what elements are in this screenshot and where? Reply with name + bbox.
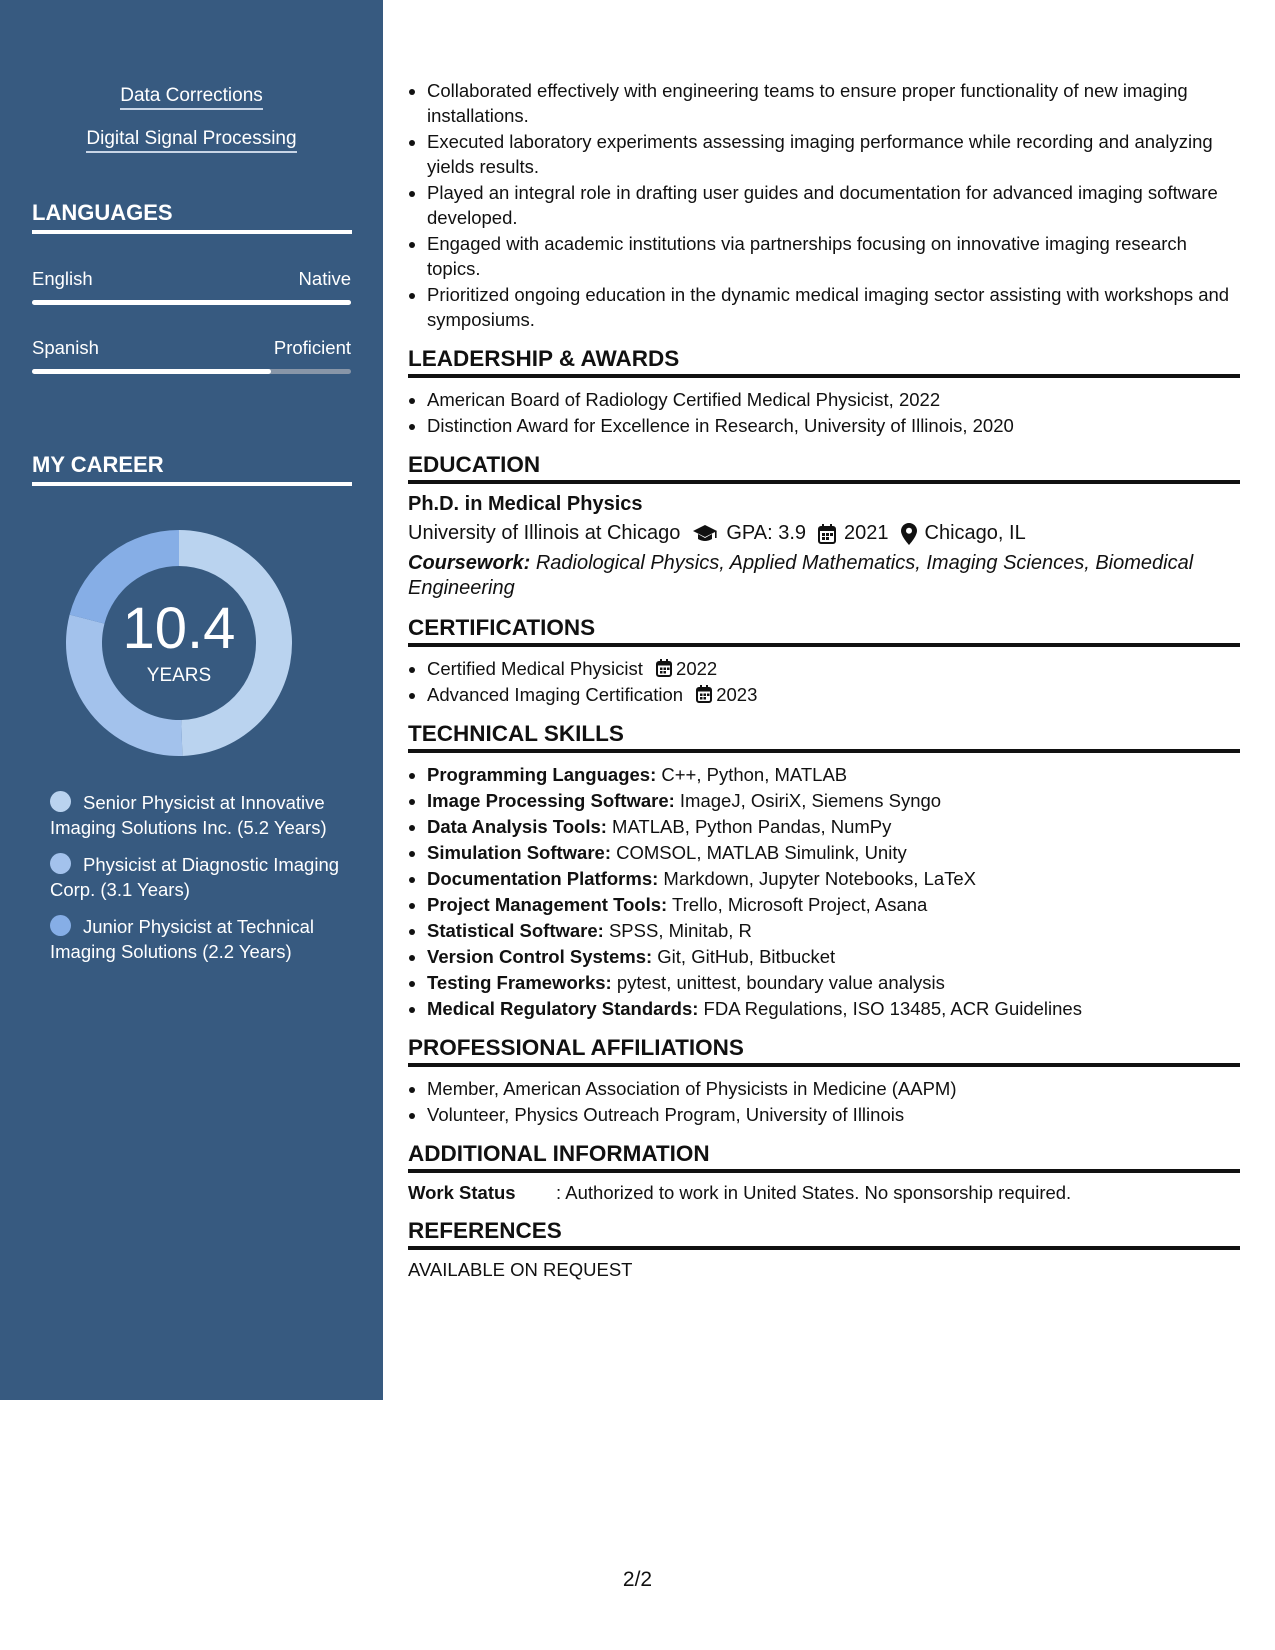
career-legend (50, 790, 340, 976)
skill-values: COMSOL, MATLAB Simulink, Unity (616, 842, 907, 863)
skill-category: Project Management Tools: (427, 894, 668, 915)
certifications-section-title: CERTIFICATIONS (408, 615, 1240, 647)
career-legend-label: Junior Physicist at Technical Imaging Solutions (2.2 Years) (50, 916, 315, 962)
experience-bullet: • Prioritized ongoing education in the dynamic medical imaging sector assisting with workshops and symposiums. (427, 282, 1240, 332)
language-level: Proficient (273, 337, 351, 358)
technical-skills-section-title: TECHNICAL SKILLS (408, 721, 1240, 753)
career-total-unit: YEARS (146, 665, 212, 686)
career-legend-item (50, 914, 340, 964)
leadership-section-title: LEADERSHIP & AWARDS (408, 346, 1240, 378)
work-status-row (408, 1182, 1240, 1204)
education-section-title: EDUCATION (408, 452, 1240, 484)
technical-skills-list (408, 762, 1240, 1021)
skill-category: Image Processing Software: (427, 790, 675, 811)
language-bar (32, 369, 351, 374)
skill-category: Statistical Software: (427, 920, 604, 941)
skill-tag: Data Corrections (120, 85, 263, 110)
certification-item (427, 656, 1240, 681)
skill-values: MATLAB, Python Pandas, NumPy (612, 816, 892, 837)
technical-skill-item (427, 788, 1240, 813)
skill-category: Testing Frameworks: (427, 972, 612, 993)
coursework-list: Radiological Physics, Applied Mathematics, Imaging Sciences, Biomedical Engineering (408, 552, 1194, 599)
languages-heading: LANGUAGES (32, 200, 352, 234)
references-text: AVAILABLE ON REQUEST (408, 1259, 633, 1280)
career-legend-item (50, 790, 340, 840)
education-details (408, 522, 1240, 545)
gpa: GPA: 3.9 (726, 522, 807, 544)
skill-tag: Digital Signal Processing (86, 128, 296, 153)
calendar-icon (818, 524, 836, 544)
skill-values: pytest, unittest, boundary value analysis (616, 972, 945, 993)
skill-category: Data Analysis Tools: (427, 816, 607, 837)
technical-skill-item (427, 840, 1240, 865)
skill-category: Documentation Platforms: (427, 868, 659, 889)
technical-skill-item (427, 944, 1240, 969)
calendar-icon (696, 685, 712, 703)
school-location: Chicago, IL (924, 522, 1026, 544)
skills-list (0, 85, 383, 171)
coursework (408, 551, 1240, 601)
affiliations-section-title: PROFESSIONAL AFFILIATIONS (408, 1035, 1240, 1067)
skill-category: Programming Languages: (427, 764, 657, 785)
language-name: English (32, 268, 93, 289)
affiliations-list (408, 1076, 1240, 1127)
language-bar-fill (32, 300, 351, 305)
technical-skill-item (427, 918, 1240, 943)
language-level: Native (298, 268, 351, 289)
career-heading: MY CAREER (32, 452, 352, 486)
skill-values: C++, Python, MATLAB (661, 764, 848, 785)
skill-values: Git, GitHub, Bitbucket (657, 946, 836, 967)
technical-skill-item (427, 814, 1240, 839)
career-legend-label: Physicist at Diagnostic Imaging Corp. (3.1 Years) (50, 854, 340, 900)
career-legend-label: Senior Physicist at Innovative Imaging Solutions Inc. (5.2 Years) (50, 792, 327, 838)
affiliation-item: • Member, American Association of Physicists in Medicine (AAPM) (427, 1076, 1240, 1101)
skill-values: SPSS, Minitab, R (608, 920, 752, 941)
certification-year: 2022 (676, 658, 718, 679)
language-bar-fill (32, 369, 271, 374)
main-content (408, 78, 1240, 1281)
experience-bullet: • Engaged with academic institutions via partnerships focusing on innovative imaging research topics. (427, 231, 1240, 281)
skill-category: Version Control Systems: (427, 946, 653, 967)
skill-category: Medical Regulatory Standards: (427, 998, 699, 1019)
legend-dot-icon (50, 853, 71, 874)
coursework-label: Coursework: (408, 552, 531, 574)
leadership-item: • Distinction Award for Excellence in Research, University of Illinois, 2020 (427, 413, 1240, 438)
graduation-cap-icon (692, 524, 718, 544)
graduation-year: 2021 (844, 522, 889, 544)
technical-skill-item (427, 866, 1240, 891)
certification-name: Advanced Imaging Certification (427, 684, 684, 705)
experience-bullet: • Played an integral role in drafting user guides and documentation for advanced imaging software developed. (427, 180, 1240, 230)
language-name: Spanish (32, 337, 99, 358)
technical-skill-item (427, 996, 1240, 1021)
skill-category: Simulation Software: (427, 842, 611, 863)
location-pin-icon (901, 523, 917, 545)
experience-bullet: • Executed laboratory experiments assessing imaging performance while recording and analyzing yields results. (427, 129, 1240, 179)
certification-item (427, 682, 1240, 707)
experience-bullet: • Collaborated effectively with engineering teams to ensure proper functionality of new imaging installations. (427, 78, 1240, 128)
certification-year: 2023 (716, 684, 758, 705)
calendar-icon (656, 659, 672, 677)
degree-title: Ph.D. in Medical Physics (408, 493, 643, 515)
work-status-value: : Authorized to work in United States. No sponsorship required. (556, 1182, 1072, 1203)
skill-values: Trello, Microsoft Project, Asana (672, 894, 928, 915)
page-number: 2/2 (622, 1568, 653, 1591)
affiliation-item: • Volunteer, Physics Outreach Program, University of Illinois (427, 1102, 1240, 1127)
certification-name: Certified Medical Physicist (427, 658, 643, 679)
skill-values: ImageJ, OsiriX, Siemens Syngo (679, 790, 942, 811)
technical-skill-item (427, 762, 1240, 787)
legend-dot-icon (50, 915, 71, 936)
additional-info-section-title: ADDITIONAL INFORMATION (408, 1141, 1240, 1173)
technical-skill-item (427, 970, 1240, 995)
sidebar (0, 0, 383, 1400)
career-legend-item (50, 852, 340, 902)
language-bar (32, 300, 351, 305)
skill-values: FDA Regulations, ISO 13485, ACR Guidelines (703, 998, 1082, 1019)
leadership-item: • American Board of Radiology Certified Medical Physicist, 2022 (427, 387, 1240, 412)
certifications-list (408, 656, 1240, 707)
references-section-title: REFERENCES (408, 1218, 1240, 1250)
experience-bullets (408, 78, 1240, 332)
work-status-label: Work Status (408, 1182, 516, 1203)
career-total-years: 10.4 (122, 596, 236, 661)
school-name: University of Illinois at Chicago (408, 522, 681, 544)
technical-skill-item (427, 892, 1240, 917)
legend-dot-icon (50, 791, 71, 812)
leadership-list (408, 387, 1240, 438)
skill-values: Markdown, Jupyter Notebooks, LaTeX (663, 868, 977, 889)
